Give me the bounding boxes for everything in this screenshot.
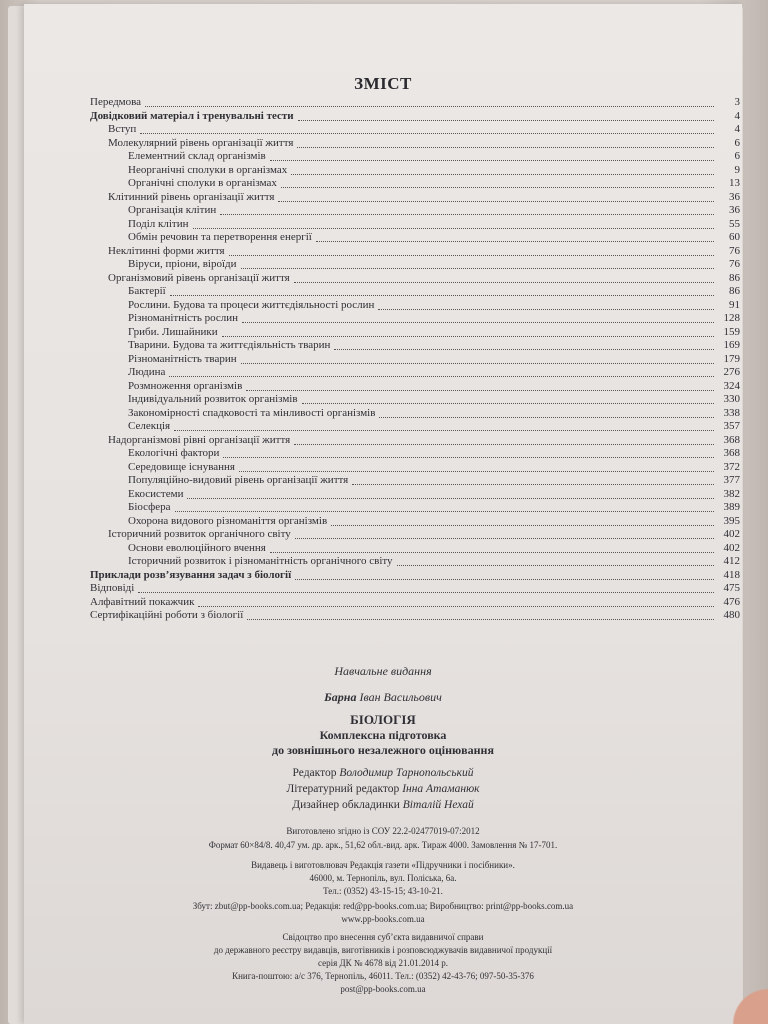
toc-leader-dots — [295, 528, 714, 539]
toc-entry-page: 368 — [723, 447, 740, 459]
toc-entry-title: Екологічні фактори — [128, 447, 220, 459]
website-line: www.pp-books.com.ua — [341, 914, 425, 924]
toc-entry — [90, 299, 740, 313]
toc-entry-title: Віруси, пріони, віроїди — [128, 258, 237, 270]
toc-leader-dots — [378, 299, 714, 310]
toc-entry — [90, 474, 740, 488]
toc-leader-dots — [379, 407, 714, 418]
toc-entry-page: 412 — [723, 555, 740, 567]
toc-entry — [90, 258, 740, 272]
toc-entry — [90, 447, 740, 461]
toc-entry-page: 382 — [723, 487, 740, 500]
toc-leader-dots — [222, 326, 714, 337]
toc-entry — [90, 366, 740, 380]
toc-entry-title: Розмноження організмів — [128, 379, 243, 392]
toc-entry-title: Органічні сполуки в організмах — [128, 177, 277, 189]
toc-entry-title: Обмін речовин та перетворення енергії — [128, 231, 312, 243]
toc-leader-dots — [241, 353, 714, 364]
toc-entry — [90, 542, 740, 556]
toc-entry — [90, 488, 740, 502]
publisher-line-1: Видавець і виготовлювач Редакція газети «Підручники і посібники». — [251, 860, 515, 870]
toc-entry-page: 389 — [723, 501, 740, 513]
toc-entry — [90, 110, 740, 124]
toc-entry — [90, 461, 740, 475]
toc-entry-title: Основи еволюційного вчення — [128, 541, 266, 554]
toc-entry-title: Клітинний рівень організації життя — [108, 190, 275, 203]
toc-entry-page: 36 — [729, 204, 740, 216]
toc-entry — [90, 137, 740, 151]
standard-line: Виготовлено згідно із СОУ 22.2-02477019-07:2012 — [286, 826, 480, 836]
phone-line: Тел.: (0352) 43-15-15; 43-10-21. — [323, 886, 443, 896]
toc-leader-dots — [220, 204, 714, 215]
toc-entry-title: Алфавітний покажчик — [90, 595, 195, 608]
toc-entry-page: 402 — [723, 528, 740, 540]
table-of-contents — [90, 96, 740, 623]
toc-leader-dots — [295, 569, 714, 580]
toc-entry — [90, 339, 740, 353]
toc-leader-dots — [298, 110, 714, 121]
toc-entry — [90, 245, 740, 259]
author — [24, 690, 742, 705]
toc-leader-dots — [270, 150, 714, 161]
toc-leader-dots — [397, 555, 714, 566]
toc-entry — [90, 218, 740, 232]
toc-entry-title: Елементний склад організмів — [128, 150, 266, 162]
author-name: Іван Васильович — [359, 690, 442, 704]
toc-entry-title: Молекулярний рівень організації життя — [108, 136, 294, 149]
toc-entry-page: 3 — [734, 96, 740, 108]
author-surname: Барна — [324, 690, 357, 704]
editor: Редактор Володимир Тарнопольський — [292, 767, 474, 779]
toc-entry — [90, 204, 740, 218]
toc-leader-dots — [239, 461, 714, 472]
toc-entry-title: Охорона видового різноманіття організмів — [128, 514, 328, 527]
toc-leader-dots — [175, 501, 714, 512]
toc-entry-title: Відповіді — [90, 582, 135, 594]
toc-entry-page: 76 — [729, 258, 740, 270]
toc-entry-page: 276 — [723, 366, 740, 378]
toc-entry — [90, 609, 740, 623]
toc-entry-title: Гриби. Лишайники — [128, 325, 218, 338]
toc-leader-dots — [145, 96, 714, 107]
toc-entry — [90, 285, 740, 299]
toc-entry — [90, 528, 740, 542]
toc-entry-title: Неклітинні форми життя — [108, 244, 225, 257]
toc-entry — [90, 407, 740, 421]
toc-leader-dots — [170, 285, 714, 296]
toc-entry-title: Тварини. Будова та життєдіяльність тварин — [128, 339, 331, 351]
toc-leader-dots — [302, 393, 714, 404]
toc-entry-title: Біосфера — [128, 501, 171, 513]
toc-entry — [90, 353, 740, 367]
toc-leader-dots — [291, 164, 714, 175]
toc-entry-title: Різноманітність рослин — [128, 312, 239, 324]
toc-entry — [90, 420, 740, 434]
toc-entry-title: Довідковий матеріал і тренувальні тести — [90, 109, 294, 122]
toc-entry — [90, 272, 740, 286]
toc-entry-title: Селекція — [128, 420, 171, 432]
toc-entry-page: 402 — [723, 541, 740, 554]
book-subtitle-2: до зовнішнього незалежного оцінювання — [272, 743, 494, 757]
book-title: БІОЛОГІЯ — [350, 712, 416, 727]
toc-entry-page: 128 — [723, 312, 740, 324]
toc-entry-page: 330 — [723, 393, 740, 405]
toc-entry-title: Історичний розвиток і різноманітність органічного світу — [128, 555, 393, 567]
toc-entry — [90, 515, 740, 529]
toc-entry-title: Закономірності спадковості та мінливості організмів — [128, 406, 376, 419]
toc-entry-page: 357 — [723, 420, 740, 432]
toc-entry-page: 169 — [723, 339, 740, 351]
toc-entry — [90, 380, 740, 394]
toc-entry-page: 372 — [723, 460, 740, 473]
toc-entry-title: Передмова — [90, 96, 142, 108]
toc-entry-title: Організація клітин — [128, 204, 217, 216]
toc-title: ЗМІСТ — [354, 74, 412, 93]
toc-entry-title: Приклади розв’язування задач з біології — [90, 568, 292, 581]
toc-entry — [90, 582, 740, 596]
literary-editor: Літературний редактор Інна Атаманюк — [286, 783, 480, 795]
toc-entry — [90, 393, 740, 407]
toc-entry — [90, 96, 740, 110]
toc-entry-title: Людина — [128, 366, 166, 378]
finger-corner — [708, 964, 768, 1024]
toc-entry-title: Різноманітність тварин — [128, 352, 237, 365]
toc-entry — [90, 555, 740, 569]
toc-leader-dots — [316, 231, 714, 242]
toc-entry-page: 480 — [723, 609, 740, 621]
toc-leader-dots — [247, 609, 714, 620]
toc-entry-page: 418 — [723, 568, 740, 581]
toc-entry — [90, 231, 740, 245]
toc-entry-page: 324 — [723, 379, 740, 392]
toc-entry-page: 476 — [723, 595, 740, 608]
toc-leader-dots — [270, 542, 714, 553]
certificate-line-1: Свідоцтво про внесення суб’єкта видавничої справи — [282, 932, 484, 942]
toc-leader-dots — [169, 366, 714, 377]
toc-entry — [90, 312, 740, 326]
toc-entry-title: Рослини. Будова та процеси життєдіяльності рослин — [128, 298, 375, 311]
toc-entry-title: Неорганічні сполуки в організмах — [128, 163, 288, 176]
toc-entry-page: 6 — [734, 136, 740, 149]
toc-entry-title: Бактерії — [128, 285, 166, 297]
format-line: Формат 60×84/8. 40,47 ум. др. арк., 51,62 обл.-вид. арк. Тираж 4000. Замовлення № 17-701. — [208, 840, 558, 850]
toc-entry-title: Надорганізмові рівні організації життя — [108, 433, 291, 446]
emails-line: Збут: zbut@pp-books.com.ua; Редакція: red@pp-books.com.ua; Виробництво: print@pp-books.com.ua — [192, 901, 574, 911]
toc-entry — [90, 164, 740, 178]
book-subtitle-1: Комплексна підготовка — [319, 728, 447, 742]
toc-entry-page: 36 — [729, 190, 740, 203]
toc-entry-page: 338 — [723, 406, 740, 419]
toc-entry-page: 6 — [734, 150, 740, 162]
toc-entry-page: 395 — [723, 514, 740, 527]
toc-entry-page: 86 — [729, 271, 740, 284]
toc-leader-dots — [331, 515, 714, 526]
toc-entry — [90, 123, 740, 137]
toc-entry-page: 91 — [729, 298, 740, 311]
toc-entry-page: 368 — [723, 433, 740, 446]
toc-leader-dots — [297, 137, 714, 148]
toc-leader-dots — [242, 312, 714, 323]
toc-leader-dots — [174, 420, 714, 431]
toc-entry — [90, 569, 740, 583]
toc-leader-dots — [281, 177, 714, 188]
toc-leader-dots — [193, 218, 714, 229]
toc-entry-page: 377 — [723, 474, 740, 486]
toc-entry — [90, 326, 740, 340]
toc-leader-dots — [187, 488, 714, 499]
toc-entry-title: Популяційно-видовий рівень організації життя — [128, 474, 349, 486]
publisher-line-2: 46000, м. Тернопіль, вул. Поліська, 6а. — [309, 873, 457, 883]
toc-entry-page: 13 — [729, 177, 740, 189]
toc-entry-title: Екосистеми — [128, 487, 184, 500]
post-email-line: post@pp-books.com.ua — [340, 984, 426, 994]
toc-entry-title: Сертифікаційні роботи з біології — [90, 609, 244, 621]
toc-entry — [90, 596, 740, 610]
toc-leader-dots — [294, 434, 714, 445]
toc-entry-page: 76 — [729, 244, 740, 257]
toc-leader-dots — [334, 339, 714, 350]
toc-leader-dots — [278, 191, 714, 202]
toc-entry — [90, 434, 740, 448]
toc-entry-page: 86 — [729, 285, 740, 297]
edition-type: Навчальне видання — [334, 664, 432, 678]
toc-entry-page: 60 — [729, 231, 740, 243]
toc-entry — [90, 191, 740, 205]
toc-leader-dots — [229, 245, 714, 256]
toc-entry-page: 179 — [723, 352, 740, 365]
book-page — [24, 4, 742, 1024]
toc-entry-page: 55 — [729, 217, 740, 230]
toc-leader-dots — [140, 123, 714, 134]
toc-entry-page: 4 — [734, 123, 740, 135]
toc-entry — [90, 501, 740, 515]
toc-entry-title: Історичний розвиток органічного світу — [108, 528, 291, 540]
toc-entry-title: Вступ — [108, 123, 137, 135]
certificate-line-3: серія ДК № 4678 від 21.01.2014 р. — [317, 958, 449, 968]
toc-leader-dots — [138, 582, 714, 593]
toc-entry — [90, 177, 740, 191]
toc-leader-dots — [246, 380, 714, 391]
toc-entry-title: Поділ клітин — [128, 217, 189, 230]
toc-leader-dots — [294, 272, 714, 283]
toc-leader-dots — [352, 474, 714, 485]
toc-entry-title: Індивідуальний розвиток організмів — [128, 393, 298, 405]
mail-order-line: Книга-поштою: а/с 376, Тернопіль, 46011. Тел.: (0352) 42-43-76; 097-50-35-376 — [232, 971, 534, 981]
toc-leader-dots — [241, 258, 714, 269]
toc-entry-page: 9 — [734, 163, 740, 176]
toc-entry-title: Середовище існування — [128, 460, 235, 473]
certificate-line-2: до державного реєстру видавців, виготівників і розповсюджувачів видавничої продукції — [213, 945, 553, 955]
toc-entry — [90, 150, 740, 164]
cover-designer: Дизайнер обкладинки Віталій Нехай — [292, 799, 474, 811]
toc-entry-page: 4 — [734, 109, 740, 122]
toc-leader-dots — [223, 447, 714, 458]
toc-leader-dots — [198, 596, 714, 607]
toc-entry-title: Організмовий рівень організації життя — [108, 271, 290, 284]
toc-entry-page: 159 — [723, 325, 740, 338]
toc-entry-page: 475 — [723, 582, 740, 594]
